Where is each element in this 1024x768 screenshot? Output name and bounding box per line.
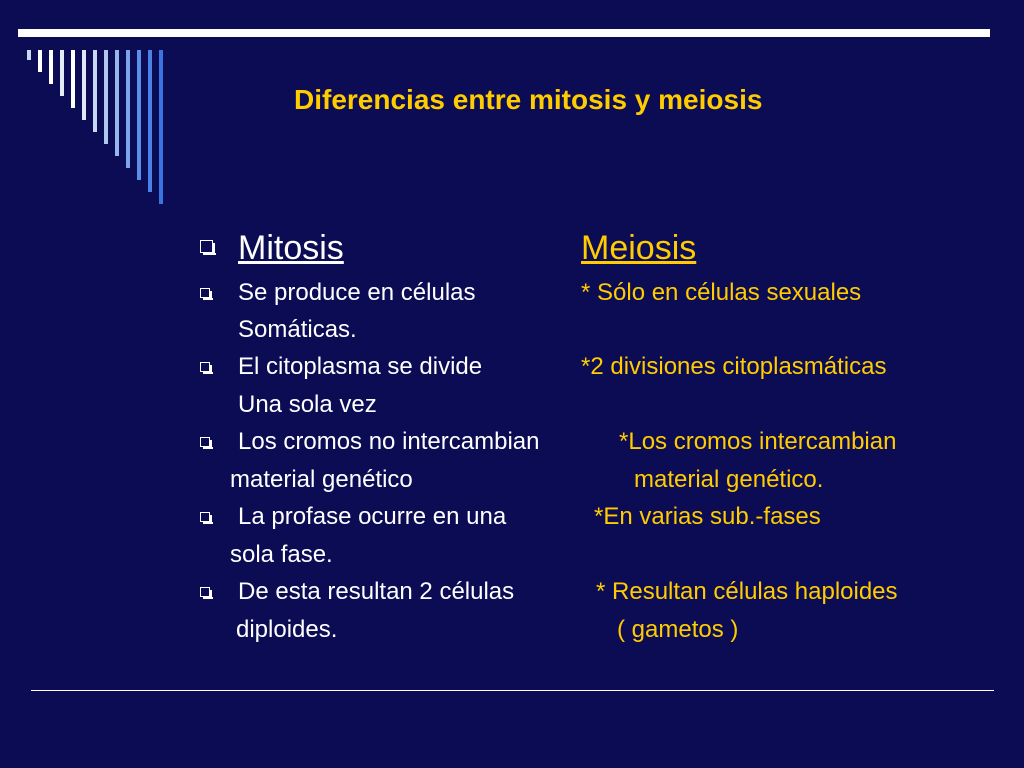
meiosis-row-3-line-2: material genético. — [634, 466, 824, 493]
meiosis-row-5-line-2: ( gametos ) — [617, 616, 739, 643]
mitosis-row-4-line-2: sola fase. — [230, 541, 333, 568]
mitosis-row-5-line-1: De esta resultan 2 células — [238, 578, 515, 605]
slide-title: Diferencias entre mitosis y meiosis — [294, 84, 763, 115]
meiosis-row-2-line-1: *2 divisiones citoplasmáticas — [581, 353, 887, 380]
decor-bar — [60, 50, 64, 96]
checkbox-bullet-icon — [200, 240, 213, 253]
mitosis-row-1-line-1: Se produce en células — [238, 279, 476, 306]
mitosis-row-2-line-1: El citoplasma se divide — [238, 353, 483, 380]
decor-bar — [27, 50, 31, 60]
decor-bar — [159, 50, 163, 204]
meiosis-row-1-line-1: * Sólo en células sexuales — [581, 279, 862, 306]
meiosis-row-5-line-1: * Resultan células haploides — [596, 578, 898, 605]
meiosis-row-4-line-1: *En varias sub.-fases — [594, 503, 821, 530]
top-rule — [18, 29, 990, 37]
checkbox-bullet-icon — [200, 512, 210, 522]
decor-bar — [115, 50, 119, 156]
mitosis-heading: Mitosis — [238, 229, 344, 267]
decor-bar — [126, 50, 130, 168]
checkbox-bullet-icon — [200, 587, 210, 597]
meiosis-heading: Meiosis — [581, 229, 697, 267]
decor-bar — [38, 50, 42, 72]
decor-bar — [82, 50, 86, 120]
mitosis-row-5-line-2: diploides. — [236, 616, 338, 643]
mitosis-row-3-line-1: Los cromos no intercambian — [238, 428, 540, 455]
checkbox-bullet-icon — [200, 362, 210, 372]
decor-bar — [49, 50, 53, 84]
mitosis-row-3-line-2: material genético — [230, 466, 413, 493]
decor-bar — [148, 50, 152, 192]
mitosis-row-2-line-2: Una sola vez — [238, 391, 377, 418]
bottom-rule — [31, 690, 994, 691]
decor-bar — [71, 50, 75, 108]
checkbox-bullet-icon — [200, 437, 210, 447]
checkbox-bullet-icon — [200, 288, 210, 298]
mitosis-row-1-line-2: Somáticas. — [238, 316, 357, 343]
decor-bar — [104, 50, 108, 144]
decor-bar — [137, 50, 141, 180]
mitosis-row-4-line-1: La profase ocurre en una — [238, 503, 507, 530]
decor-bar — [93, 50, 97, 132]
meiosis-row-3-line-1: *Los cromos intercambian — [619, 428, 897, 455]
